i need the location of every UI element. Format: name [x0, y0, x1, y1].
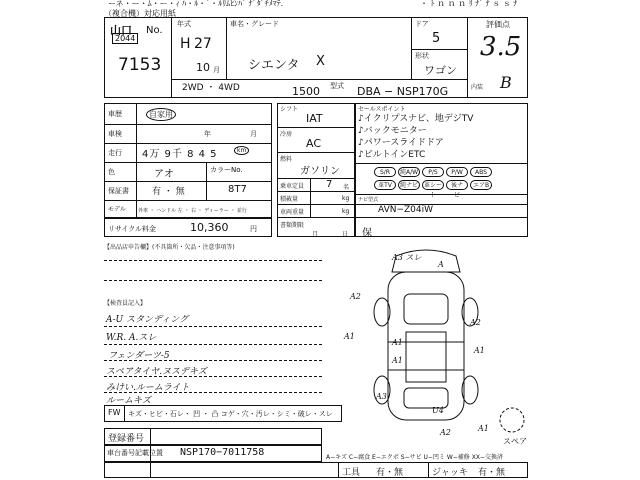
jack-label: ジャッキ: [432, 468, 468, 478]
jack-value: 有・無: [478, 468, 506, 478]
ac-label: 冷房: [280, 131, 293, 138]
damage-mark: U4: [432, 406, 444, 415]
car-damage-diagram: [330, 242, 530, 442]
damage-mark: A2: [440, 428, 451, 437]
spare-tire-icon: [500, 408, 524, 432]
rear-window: [404, 388, 448, 408]
doors-value: 5: [432, 31, 441, 46]
weight-label: 車両重量: [280, 209, 305, 216]
displacement: 1500: [292, 85, 320, 98]
damage-legend: A−キズ C−腐食 E−エクボ S−サビ U−凹ミ W−補修 XX−交換済: [326, 454, 503, 461]
exhibit-label: 【出品店申告欄】(不具箇所・欠品・注意事項等): [104, 244, 235, 251]
inspector-note: A-U スタンディング: [106, 315, 189, 325]
registration-label: 車歴: [108, 110, 122, 118]
model-ex-value: 外車 ・ ハンドル 左 ・ 右 ・ ディーラー ・ 並行: [138, 208, 247, 214]
car-grade: X: [316, 54, 325, 69]
option-abs: ABS: [470, 167, 492, 177]
roof: [406, 332, 446, 382]
transmission-value: IAT: [306, 112, 323, 125]
year-value: 27: [194, 36, 212, 52]
damage-mark: A1: [392, 356, 403, 365]
color-no-label: カラーNo.: [210, 166, 243, 174]
option-alloy: 純A/W: [399, 169, 419, 176]
doors-label: ドア: [415, 20, 429, 28]
option-pw: P/W: [446, 167, 468, 177]
lot-no-label: No.: [146, 25, 163, 36]
weight-unit: kg: [342, 208, 350, 215]
damage-mark: A1: [344, 332, 355, 341]
paper-type-note: （複合機）対応用紙: [104, 9, 176, 18]
lot-number: 7153: [118, 55, 162, 75]
sales-point-item: ♪パワースライドドア: [358, 138, 444, 148]
score-label: 評価点: [486, 20, 510, 29]
mileage-label: 走行: [108, 149, 122, 157]
damage-mark: A: [438, 260, 444, 269]
tools-value: 有・無: [376, 468, 404, 478]
mileage-unit: km: [234, 146, 249, 155]
ac-value: AC: [306, 137, 322, 150]
car-name: シエンタ: [248, 58, 300, 73]
model-label: 型式: [330, 82, 344, 90]
registration-value: 自家用: [146, 108, 176, 121]
spare-label: スペア: [503, 437, 527, 446]
fuel-value: ガソリン: [300, 166, 340, 177]
year-era: H: [180, 36, 191, 52]
transmission-label: シフト: [280, 106, 299, 113]
option-navi: 純ナビ: [399, 182, 418, 189]
color-value: アオ: [154, 169, 174, 180]
drive-type: 2WD ・ 4WD: [182, 83, 240, 93]
body-label: 形状: [415, 52, 429, 60]
sales-point-item: ♪バックモニター: [358, 126, 427, 136]
recycle-label: リサイクル料金: [108, 225, 157, 233]
lot-region: 山口: [110, 24, 132, 37]
warranty-label: 保証書: [108, 187, 129, 195]
navi-model: AVN−Z04iW: [378, 205, 434, 215]
load-label: 積載量: [280, 196, 299, 203]
inspector-note: W.R. A.スレ: [106, 333, 157, 343]
option-rear-navi: 後ナビ: [446, 180, 468, 190]
damage-mark: A3 スレ: [392, 253, 422, 262]
damage-mark: A1: [474, 346, 485, 355]
name-label: 車名・グレード: [230, 20, 279, 28]
expiry-month: 月: [312, 231, 319, 238]
sales-points-label: セールスポイント: [358, 106, 406, 113]
body-value: ワゴン: [424, 64, 457, 77]
sales-points-list: [358, 113, 473, 161]
month-suffix: 月: [213, 66, 220, 74]
inspection-month: 月: [250, 130, 257, 138]
inspector-note: スペアタイヤ.ヌスデキズ: [106, 367, 207, 377]
model-code: DBA − NSP170G: [357, 85, 449, 98]
inspection-year: 年: [204, 130, 211, 138]
mileage-value: 4万 9千 8 4 5: [142, 149, 218, 160]
model-ex-label: モデル: [108, 206, 126, 213]
capacity-value: 7: [326, 179, 333, 190]
color-no-value: 8T7: [228, 184, 247, 195]
recycle-unit: 円: [250, 225, 257, 233]
interior-prefix: 内装: [471, 84, 484, 91]
option-sunroof: S/R: [374, 167, 396, 177]
damage-mark: A1: [392, 338, 403, 347]
month-value: 10: [196, 61, 210, 74]
option-ps: P/S: [422, 167, 444, 177]
damage-mark: A3: [376, 392, 387, 401]
navi-label: ナビ型式: [358, 197, 379, 203]
top-note: ーネ・ー・ﾑ・ー・ｨ ﾊ・ﾙ・ﾞ・ﾙﾘﾑﾋﾝﾊﾞ ﾅﾞﾀﾞﾁﾒﾏﾃ.: [108, 0, 284, 8]
top-right-note: ・ ﾄ ｎ ｎ ｎ ﾘ ﾅﾞ ﾅ ｓ ｓ ﾅ: [420, 0, 518, 8]
vin-label: 車台番号記載位置: [107, 449, 163, 457]
damage-mark: A2: [350, 292, 361, 301]
lot-code: 2044: [112, 33, 138, 44]
fw-label: FW: [108, 408, 121, 417]
option-tv: 革TV: [374, 180, 396, 190]
inspector-label: 【検査員記入】: [104, 300, 147, 307]
color-label: 色: [108, 168, 115, 176]
sales-point-item: ♪ビルトインETC: [358, 150, 426, 160]
recycle-value: 10,360: [190, 221, 229, 234]
interior-grade: B: [500, 73, 512, 92]
inspection-terms: キズ・ヒビ・石レ・ 凹 ・ 凸 コゲ・穴・汚レ・シミ・破レ・スレ: [128, 410, 333, 418]
capacity-unit: 名: [343, 184, 350, 191]
inspector-note: みけい.ルームライト: [106, 383, 190, 393]
reg-label: 登録番号: [108, 434, 145, 444]
capacity-label: 乗車定員: [280, 183, 305, 190]
damage-mark: A2: [470, 318, 481, 327]
inspector-note: ルームキズ: [106, 396, 151, 406]
keep-mark: 保: [362, 228, 372, 239]
expiry-label: 書類期限: [280, 222, 305, 229]
warranty-value: 有 ・ 無: [152, 187, 185, 197]
option-leather: 革シート: [423, 182, 442, 199]
tools-label: 工具: [342, 468, 361, 478]
expiry-day: 日: [342, 231, 349, 238]
damage-mark: A1: [478, 424, 489, 433]
inspector-note: フェンダーツ-5: [108, 351, 170, 361]
inspection-label: 車検: [108, 130, 122, 138]
sales-point-item: ♪イクリプスナビ、地デジTV: [358, 114, 474, 124]
score-value: 3.5: [480, 32, 522, 62]
year-label: 年式: [177, 20, 191, 28]
windshield: [404, 294, 448, 324]
option-airbag: エアB: [470, 180, 492, 190]
vin-value: NSP170−7011758: [180, 447, 265, 458]
load-unit: kg: [342, 195, 350, 202]
fuel-label: 燃料: [280, 156, 293, 163]
